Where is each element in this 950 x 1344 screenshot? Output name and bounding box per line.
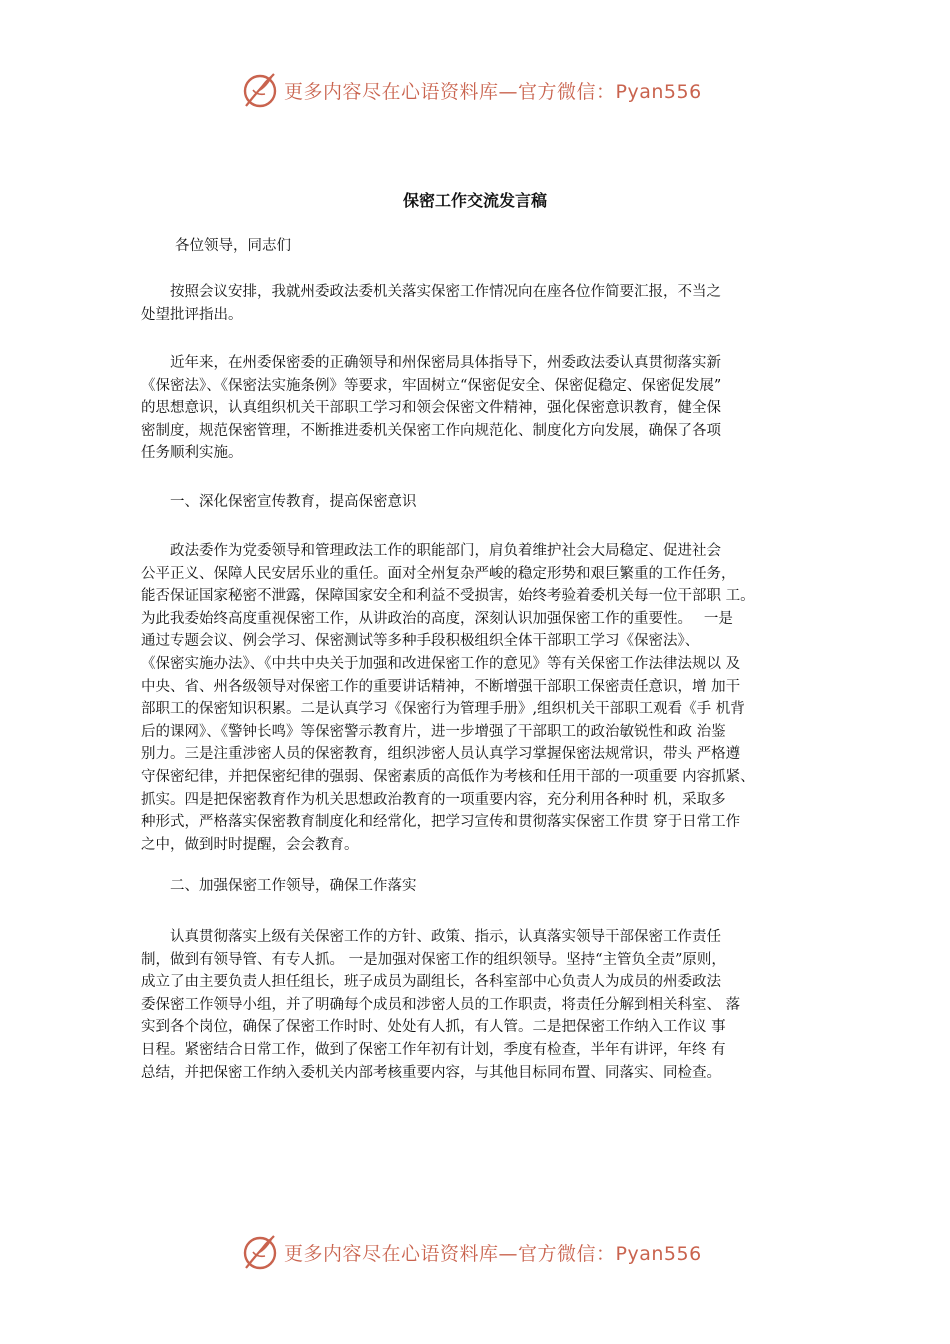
text-line: 总结，并把保密工作纳入委机关内部考核重要内容，与其他目标同布置、同落实、同检查。 [141, 1064, 721, 1081]
text-line: 能否保证国家秘密不泄露，保障国家安全和利益不受损害，始终考验着委机关每一位干部职 工。 [141, 588, 755, 605]
text-line: 部职工的保密知识积累。二是认真学习《保密行为管理手册》,组织机关干部职工观看《手 机背 [141, 701, 745, 718]
text-line: 中央、省、州各级领导对保密工作的重要讲话精神，不断增强干部职工保密责任意识，增 加干 [141, 678, 741, 695]
watermark-text: 更多内容尽在心语资料库—官方微信：Pyan556 [284, 1242, 702, 1265]
section-heading-text: 二、加强保密工作领导，确保工作落实 [141, 878, 417, 894]
text-line: 抓实。四是把保密教育作为机关思想政治教育的一项重要内容，充分利用各种时 机，采取多 [141, 791, 726, 808]
text-line: 近年来，在州委保密委的正确领导和州保密局具体指导下，州委政法委认真贯彻落实新 [141, 355, 721, 371]
text-line: 政法委作为党委领导和管理政法工作的职能部门，肩负着维护社会大局稳定、促进社会 [141, 543, 721, 559]
text-line: 为此我委始终高度重视保密工作，从讲政治的高度，深刻认识加强保密工作的重要性。 一是 [141, 610, 733, 627]
text-line: 《保密实施办法》、《中共中央关于加强和改进保密工作的意见》等有关保密工作法律法规以 及 [141, 655, 741, 672]
text-line: 后的课网》、《警钟长鸣》等保密警示教育片，进一步增强了干部职工的政治敏锐性和政 治鉴 [141, 723, 726, 740]
text-line: 《保密法》、《保密法实施条例》等要求，牢固树立“保密促安全、保密促稳定、保密促发展” [141, 377, 722, 394]
text-line: 守保密纪律，并把保密纪律的强弱、保密素质的高低作为考核和任用干部的一项重要 内容抓紧、 [141, 768, 755, 785]
text-line: 之中，做到时时提醒，会会教育。 [141, 836, 359, 853]
text-line: 委保密工作领导小组，并了明确每个成员和涉密人员的工作职责，将责任分解到相关科室、 落 [141, 996, 741, 1013]
text-line: 按照会议安排，我就州委政法委机关落实保密工作情况向在座各位作简要汇报，不当之 [141, 284, 721, 300]
text-line: 任务顺利实施。 [141, 445, 243, 462]
document-title: 保密工作交流发言稿 [402, 191, 547, 210]
section-heading [141, 491, 841, 514]
watermark-text: 更多内容尽在心语资料库—官方微信：Pyan556 [284, 80, 702, 103]
text-line: 制，做到有领导管、有专人抓。 一是加强对保密工作的组织领导。坚持“主管负全责”原则， [141, 951, 726, 968]
text-line: 的思想意识，认真组织机关干部职工学习和领会保密文件精神，强化保密意识教育，健全保 [141, 400, 721, 417]
text-line: 密制度，规范保密管理，不断推进委机关保密工作向规范化、制度化方向发展，确保了各项 [141, 422, 721, 439]
quill-logo-icon [240, 70, 280, 110]
text-line: 认真贯彻落实上级有关保密工作的方针、政策、指示，认真落实领导干部保密工作责任 [141, 929, 721, 945]
salutation [141, 235, 841, 258]
text-line: 实到各个岗位，确保了保密工作时时、处处有人抓，有人管。二是把保密工作纳入工作议 事 [141, 1019, 726, 1036]
paragraph [141, 281, 841, 326]
text-line: 别力。三是注重涉密人员的保密教育，组织涉密人员认真学习掌握保密法规常识，带头 严格遵 [141, 746, 741, 763]
paragraph [141, 926, 841, 1084]
text-line: 通过专题会议、例会学习、保密测试等多种手段积极组织全体干部职工学习《保密法》、 [141, 633, 700, 650]
section-heading [141, 875, 841, 898]
paragraph [141, 540, 841, 856]
text-line: 成立了由主要负责人担任组长，班子成员为副组长，各科室部中心负责人为成员的州委政法 [141, 974, 721, 991]
watermark-header [240, 70, 702, 110]
text-line: 处望批评指出。 [141, 306, 243, 323]
quill-logo-icon [240, 1232, 280, 1272]
watermark-footer [240, 1232, 702, 1272]
text-line: 种形式，严格落实保密教育制度化和经常化，把学习宣传和贯彻落实保密工作贯 穿于日常工作 [141, 814, 741, 831]
section-heading-text: 一、深化保密宣传教育，提高保密意识 [141, 494, 417, 510]
text-line: 公平正义、保障人民安居乐业的重任。面对全州复杂严峻的稳定形势和艰巨繁重的工作任务， [141, 565, 736, 582]
text-line: 日程。紧密结合日常工作，做到了保密工作年初有计划，季度有检查，半年有讲评，年终 有 [141, 1041, 726, 1058]
salutation-text: 各位领导，同志们 [175, 238, 291, 254]
paragraph [141, 352, 841, 465]
